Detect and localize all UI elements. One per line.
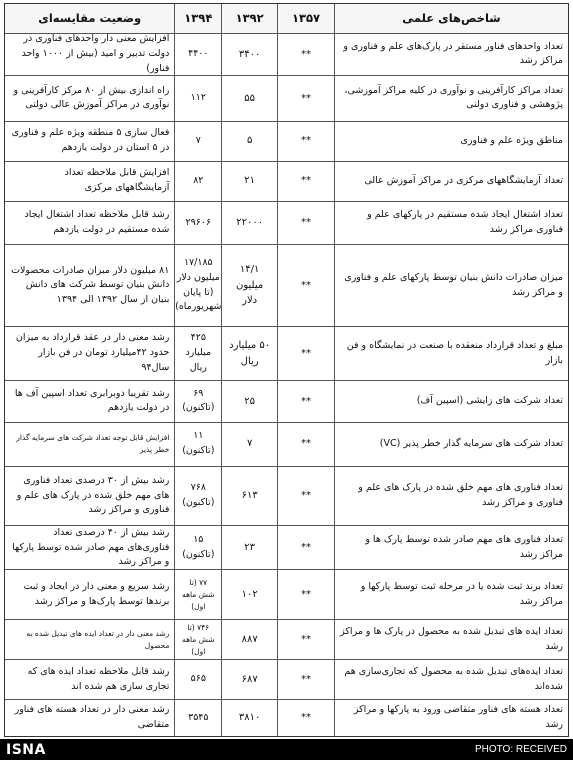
value-1394-cell: ۱۷/۱۸۵ میلیون دلار (تا پایان شهریورماه) xyxy=(174,245,221,326)
comparison-cell: رشد معنی دار در عقد قرارداد به میزان حدود ۴۲میلیارد تومان در فن بازار سال۹۴ xyxy=(15,332,170,373)
value-1392-cell: ۱۴/۱ میلیون دلار xyxy=(221,245,277,326)
value-1357-cell: ** xyxy=(277,202,334,245)
value-1357-cell: ** xyxy=(277,245,334,326)
value-1394-cell: ۳۵۴۵ xyxy=(174,700,221,736)
table-row xyxy=(5,381,568,423)
indicator-cell: مبلغ و تعداد قرارداد منعقده با صنعت در نمایشگاه و فن بازار xyxy=(334,327,568,380)
value-1394-cell: ۲۹۶۰۶ xyxy=(174,202,221,245)
indicator-cell: میزان صادرات دانش بنیان توسط پارکهای علم و فناوری و مراکز رشد xyxy=(334,245,568,326)
value-1357-cell: ** xyxy=(277,34,334,75)
value-1392-cell: ۶۸۷ xyxy=(221,660,277,699)
value-1394-cell: ۷۶۸ (تاکنون) xyxy=(174,467,221,526)
value-1357-cell: ** xyxy=(277,570,334,619)
value-1392-cell: ۳۸۱۰ xyxy=(221,700,277,736)
comparison-cell: افزایش قابل توجه تعداد شرکت های سرمایه گذار خطر پذیر xyxy=(16,433,170,455)
comparison-cell: افزایش قابل ملاحظه تعداد آزمایشگاههای مرکزی xyxy=(64,167,170,194)
indicator-cell: تعداد ایده های تبدیل شده به محصول در پارک ها و مراکز رشد xyxy=(334,620,568,659)
value-1357-cell: ** xyxy=(277,467,334,526)
value-1394-cell: ۱۱ (تاکنون) xyxy=(174,423,221,466)
value-1357-cell: ** xyxy=(277,76,334,121)
comparison-cell: راه اندازی بیش از ۸۰ مرکز کارآفرینی و نوآوری در مراکز آموزش عالی دولتی xyxy=(13,84,170,111)
photo-credit: PHOTO: RECEIVED xyxy=(474,744,567,755)
comparison-cell: رشد سریع و معنی دار در ایجاد و ثبت برندها توسط پارک‌ها و مراکز رشد xyxy=(23,581,170,607)
photo-footer-bar xyxy=(0,739,573,760)
table-row xyxy=(5,327,568,381)
value-1394-cell: ۶۹ (تاکنون) xyxy=(174,381,221,422)
comparison-cell: رشد قابل ملاحظه تعداد اشتغال ایجاد شده مستقیم در دولت یازدهم xyxy=(24,209,170,235)
indicator-cell: تعداد مراکز کارآفرینی و نوآوری در کلیه مراکز آموزشی، پژوهشی و فناوری دولتی xyxy=(334,76,568,121)
value-1392-cell: ۷ xyxy=(221,423,277,466)
value-1357-cell: ** xyxy=(277,620,334,659)
table-row xyxy=(5,570,568,620)
comparison-cell: ۸۱ میلیون دلار میزان صادرات محصولات دانش بنیان توسط شرکت های دانش بنیان از سال ۱۳۹۲ الی ۱۳۹۴ xyxy=(11,264,170,306)
comparison-cell: رشد معنی دار در تعداد ایده های تبدیل شده به محصول xyxy=(26,628,170,650)
value-1394-cell: ۷ xyxy=(174,122,221,161)
comparison-cell: رشد تقریبا دوبرابری تعداد اسپین آف ها در دولت یازدهم xyxy=(14,387,170,414)
value-1394-cell: ۸۲ xyxy=(174,162,221,201)
comparison-cell: رشد معنی دار در تعداد هسته های فناور متقاضی xyxy=(14,704,170,731)
comparison-cell: رشد بیش از ۴۰ درصدی تعداد فناوری‌های مهم صادر شده توسط پارکها و مراکز رشد xyxy=(12,526,170,568)
table-header-row xyxy=(5,4,568,34)
header-indicator: شاخص‌های علمی xyxy=(334,4,568,33)
value-1394-cell: ۱۵ (تاکنون) xyxy=(174,526,221,569)
value-1394-cell: ۴۲۵ میلیارد ریال xyxy=(174,327,221,380)
value-1357-cell: ** xyxy=(277,700,334,736)
value-1392-cell: ۵ xyxy=(221,122,277,161)
indicator-cell: تعداد شرکت های زایشی (اسپین آف) xyxy=(334,381,568,422)
value-1394-cell: ۵۶۵ xyxy=(174,660,221,699)
value-1394-cell: ۴۴۰۰ xyxy=(174,34,221,75)
comparison-cell: رشد بیش از ۳۰ درصدی تعداد فناوری های مهم خلق شده در پارک های علم و فناوری و مراکز رشد xyxy=(16,474,170,516)
value-1392-cell: ۲۲۰۰۰ xyxy=(221,202,277,245)
table-row xyxy=(5,526,568,570)
value-1357-cell: ** xyxy=(277,381,334,422)
value-1357-cell: ** xyxy=(277,162,334,201)
value-1392-cell: ۶۱۳ xyxy=(221,467,277,526)
value-1392-cell: ۵۵ xyxy=(221,76,277,121)
header-1357: ۱۳۵۷ xyxy=(277,4,334,33)
header-1394: ۱۳۹۴ xyxy=(174,4,221,33)
comparison-cell: فعال سازی ۵ منطقه ویژه علم و فناوری در ۵ استان در دولت یازدهم xyxy=(11,127,170,154)
table-row xyxy=(5,76,568,122)
indicator-cell: تعداد هسته های فناور متقاضی ورود به پارکها و مراکز رشد xyxy=(334,700,568,736)
table-row xyxy=(5,202,568,246)
indicator-cell: تعداد آزمایشگاههای مرکزی در مراکز آموزش عالی xyxy=(334,162,568,201)
value-1392-cell: ۲۳ xyxy=(221,526,277,569)
table-row xyxy=(5,700,568,736)
indicator-cell: مناطق ویژه علم و فناوری xyxy=(334,122,568,161)
value-1357-cell: ** xyxy=(277,327,334,380)
value-1394-cell: ۷۷ (تا شش ماهه اول) xyxy=(174,570,221,619)
table-row xyxy=(5,660,568,700)
value-1357-cell: ** xyxy=(277,526,334,569)
header-comparison: وضعیت مقایسه‌ای xyxy=(38,10,142,25)
indicator-cell: تعداد اشتغال ایجاد شده مستقیم در پارکهای علم و فناوری مراکز رشد xyxy=(334,202,568,245)
header-1392: ۱۳۹۲ xyxy=(221,4,277,33)
table-row xyxy=(5,423,568,467)
table-row xyxy=(5,620,568,660)
comparison-cell: افزایش معنی دار واحدهای فناوری در دولت تدبیر و امید (بیش از ۱۰۰۰ واحد فناور) xyxy=(21,33,170,74)
value-1357-cell: ** xyxy=(277,660,334,699)
comparison-cell: رشد قابل ملاحظه تعداد ایده های که تجاری سازی هم شده اند xyxy=(27,665,170,692)
value-1392-cell: ۳۴۰۰ xyxy=(221,34,277,75)
value-1394-cell: ۱۱۲ xyxy=(174,76,221,121)
indicator-cell: تعداد شرکت های سرمایه گذار خطر پذیر (VC) xyxy=(334,423,568,466)
comparison-table xyxy=(4,3,569,737)
indicator-cell: تعداد برند ثبت شده یا در مرحله ثبت توسط پارکها و مراکز رشد xyxy=(334,570,568,619)
indicator-cell: تعداد فناوری های مهم صادر شده توسط پارک ها و مراکز رشد xyxy=(334,526,568,569)
value-1392-cell: ۲۵ xyxy=(221,381,277,422)
indicator-cell: تعداد واحدهای فناور مستقر در پارک‌های علم و فناوری و مراکز رشد xyxy=(334,34,568,75)
value-1392-cell: ۸۸۷ xyxy=(221,620,277,659)
table-row xyxy=(5,162,568,202)
value-1392-cell: ۲۱ xyxy=(221,162,277,201)
table-row xyxy=(5,34,568,76)
value-1392-cell: ۱۰۲ xyxy=(221,570,277,619)
value-1357-cell: ** xyxy=(277,122,334,161)
value-1394-cell: ۷۴۶ (تا شش ماهه اول) xyxy=(174,620,221,659)
table-row xyxy=(5,122,568,162)
value-1357-cell: ** xyxy=(277,423,334,466)
indicator-cell: تعداد ایده‌های تبدیل شده به محصول که تجاری‌سازی هم شده‌اند xyxy=(334,660,568,699)
indicator-cell: تعداد فناوری های مهم خلق شده در پارک های علم و فناوری و مراکز رشد xyxy=(334,467,568,526)
table-row xyxy=(5,245,568,327)
table-row xyxy=(5,467,568,527)
value-1392-cell: ۵۰ میلیارد ریال xyxy=(221,327,277,380)
isna-logo: ISNA xyxy=(6,741,46,758)
